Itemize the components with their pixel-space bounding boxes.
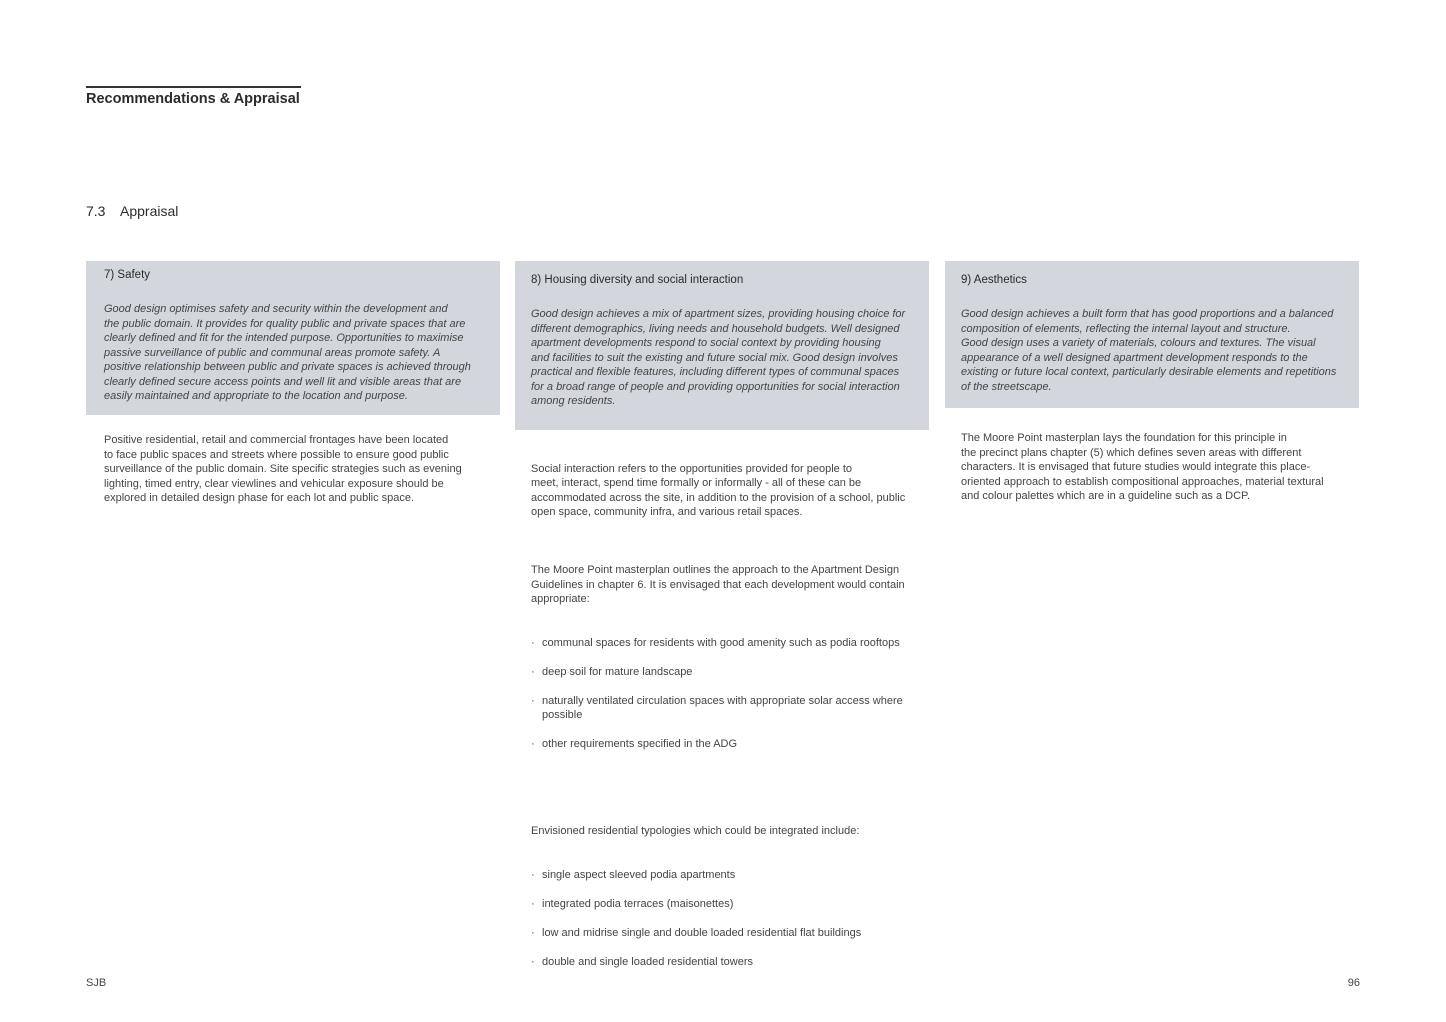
principle-card-safety [86, 261, 500, 415]
card-title: 9) Aesthetics [961, 274, 1027, 286]
appraisal-text-housing-diversity [531, 447, 921, 1013]
principle-card-housing-diversity [515, 261, 929, 430]
card-title: 7) Safety [104, 269, 151, 281]
appraisal-paragraph-with-list [531, 810, 921, 999]
principle-card-aesthetics [945, 261, 1359, 408]
appraisal-paragraph: The Moore Point masterplan outlines the approach to the Apartment Design Guidelines in chapter 6. It is envisaged that each development would contain appropriate: [531, 564, 905, 605]
section-title: Appraisal [120, 203, 179, 219]
list-item: · single aspect sleeved podia apartments [531, 868, 921, 883]
appraisal-text-aesthetics: The Moore Point masterplan lays the foundation for this principle in the precinct plans chapter (5) which defines seven areas with different characters. It is envisaged that future studies would integrate this place- oriented approach to establish compositional approaches, material textural and colour palettes which are in a guideline such as a DCP. [961, 432, 1324, 502]
bullet-list [531, 853, 921, 984]
card-principle-text: Good design achieves a mix of apartment sizes, providing housing choice for different demographics, living needs and household budgets. Well designed apartment developments respond to social context by providing housing and facilities to suit the existing and future social mix. Good design involves practical and flexible features, including different types of communal spaces for a broad range of people and providing opportunities for social interaction among residents. [531, 308, 906, 407]
list-item: · other requirements specified in the ADG [531, 737, 921, 752]
appraisal-text-safety: Positive residential, retail and commercial frontages have been located to face public spaces and streets where possible to ensure good public surveillance of the public domain. Site specific strategies such as evening lighting, timed entry, clear viewlines and vehicular exposure should be explored in detailed design phase for each lot and public space. [104, 434, 462, 504]
section-heading [86, 203, 178, 219]
bullet-list [531, 621, 921, 766]
card-title: 8) Housing diversity and social interaction [531, 274, 744, 286]
section-number: 7.3 [86, 203, 106, 219]
appraisal-paragraph: Envisioned residential typologies which could be integrated include: [531, 825, 860, 837]
list-item: · double and single loaded residential towers [531, 955, 921, 970]
footer-brand: SJB [86, 977, 107, 989]
card-principle-text: Good design optimises safety and security within the development and the public domain. It provides for quality public and private spaces that are clearly defined and fit for the intended purpose. Opportunities to maximise passive surveillance of public and communal areas promote safety. A positive relationship between public and private spaces is achieved through clearly defined secure access points and well lit and visible areas that are easily maintained and appropriate to the location and purpose. [104, 303, 471, 402]
appraisal-paragraph-with-list [531, 549, 921, 781]
header-rule [86, 86, 301, 88]
list-item: · communal spaces for residents with good amenity such as podia rooftops [531, 636, 921, 651]
list-item: · deep soil for mature landscape [531, 665, 921, 680]
page-number: 96 [1347, 977, 1360, 989]
page-title: Recommendations & Appraisal [86, 91, 300, 107]
card-principle-text: Good design achieves a built form that has good proportions and a balanced composition of elements, reflecting the internal layout and structure. Good design uses a variety of materials, colours and textures. The visual appearance of a well designed apartment development responds to the existing or future local context, particularly desirable elements and repetitions of the streetscape. [961, 308, 1337, 393]
list-item: · integrated podia terraces (maisonettes) [531, 897, 921, 912]
list-item: · naturally ventilated circulation spaces with appropriate solar access where possible [531, 694, 921, 723]
appraisal-paragraph: Social interaction refers to the opportunities provided for people to meet, interact, spend time formally or informally - all of these can be accommodated across the site, in addition to the provision of a school, public open space, community infra, and various retail spaces. [531, 462, 906, 518]
list-item: · low and midrise single and double loaded residential flat buildings [531, 926, 921, 941]
